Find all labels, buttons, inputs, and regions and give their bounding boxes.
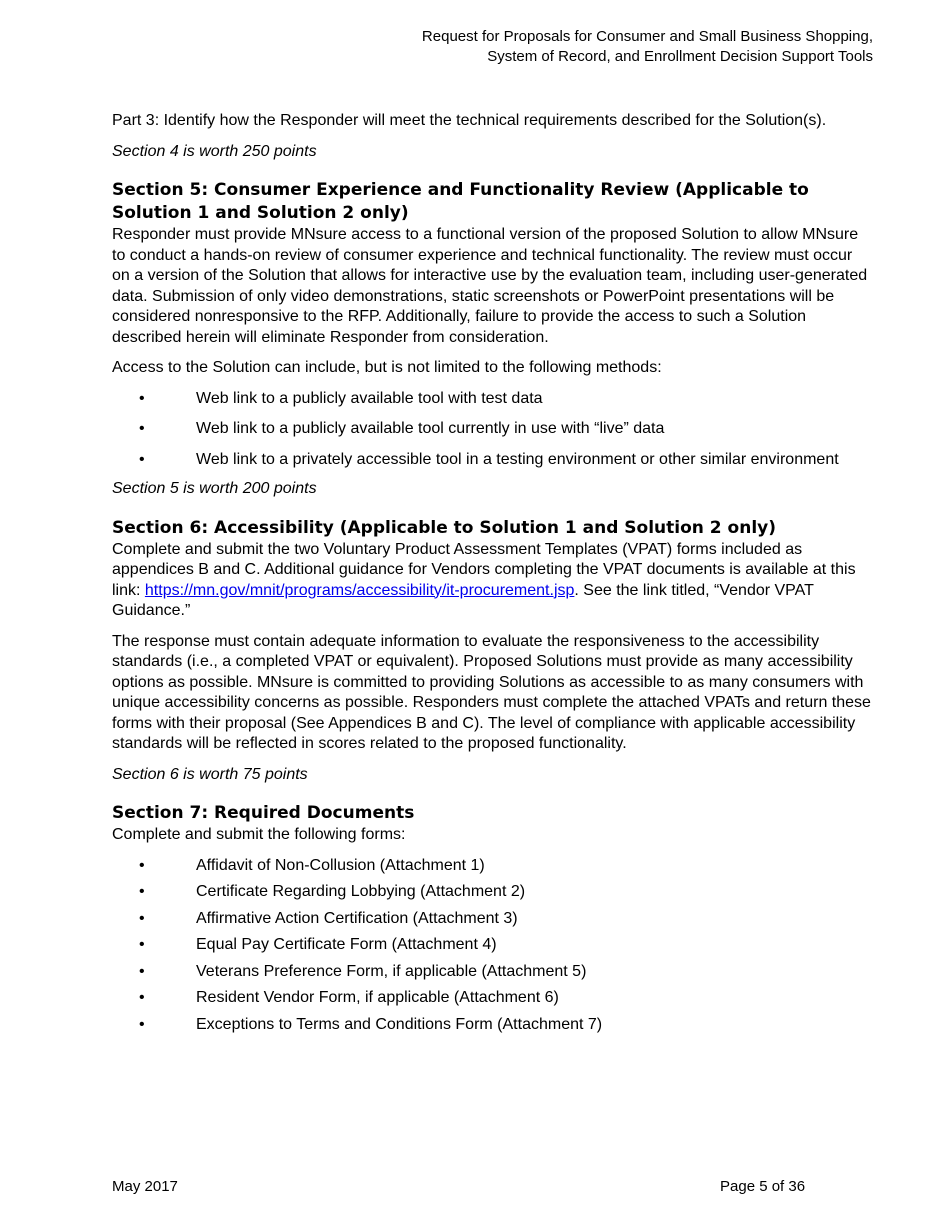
footer-date: May 2017 [112,1178,178,1195]
page-header [422,27,873,67]
list-item: • Exceptions to Terms and Conditions Form (Attachment 7) [112,1015,872,1036]
bullet-icon: • [139,909,145,927]
bullet-icon: • [139,856,145,874]
bullet-icon: • [139,420,145,437]
list-item: • Certificate Regarding Lobbying (Attachment 2) [112,882,872,903]
bullet-icon: • [139,1015,145,1033]
list-item: • Veterans Preference Form, if applicable (Attachment 5) [112,962,872,983]
section6-heading: Section 6: Accessibility (Applicable to Solution 1 and Solution 2 only) [112,517,776,538]
list-item: • Affirmative Action Certification (Attachment 3) [112,909,872,930]
header-line-2: System of Record, and Enrollment Decision Support Tools [487,48,873,65]
section5-heading: Section 5: Consumer Experience and Functionality Review (Applicable to Solution 1 and Solution 2 only) [112,180,809,223]
section6-paragraph-1: Complete and submit the two Voluntary Product Assessment Templates (VPAT) forms included as appendices B and C. Additional guidance for Vendors completing the VPAT documents is available at this link: https://mn.gov/mnit/programs/accessibility/it-procurement.jsp. See the link titled, “Vendor VPAT Guidance.” [112,540,856,619]
section7-heading: Section 7: Required Documents [112,803,415,823]
part3-text: Part 3: Identify how the Responder will meet the technical requirements described for the Solution(s). [112,112,827,129]
bullet-icon: • [139,936,145,953]
section7-intro: Complete and submit the following forms: [112,826,406,843]
section5-paragraph-1: Responder must provide MNsure access to a functional version of the proposed Solution to allow MNsure to conduct a hands-on review of consumer experience and technical functionality. The review must occur on a version of the Solution that allows for interactive use by the evaluation team, including user-generated data. Submission of only video demonstrations, static screenshots or PowerPoint presentations will be considered nonresponsive to the RFP. Additionally, failure to provide the access to such a Solution described herein will eliminate Responder from consideration. [112,226,868,346]
section5-paragraph-2: Access to the Solution can include, but is not limited to the following methods: [112,359,662,376]
section5-points: Section 5 is worth 200 points [112,480,317,497]
bullet-icon: • [139,883,145,900]
accessibility-procurement-link[interactable]: https://mn.gov/mnit/programs/accessibility/it-procurement.jsp [144,581,575,599]
footer-page-number: Page 5 of 36 [720,1178,806,1195]
bullet-icon: • [139,450,145,468]
bullet-icon: • [139,989,145,1006]
list-item: • Affidavit of Non-Collusion (Attachment 1) [112,856,872,877]
section6-paragraph-2: The response must contain adequate information to evaluate the responsiveness to the accessibility standards (i.e., a completed VPAT or equivalent). Proposed Solutions must provide as many accessibility options as possible. MNsure is committed to providing Solutions as accessible to as many consumers with unique accessibility concerns as possible. Responders must complete the attached VPATs and return these forms with their proposal (See Appendices B and C). The level of compliance with applicable accessibility standards will be reflected in scores related to the proposed functionality. [112,632,871,752]
list-item: • Equal Pay Certificate Form (Attachment 4) [112,935,872,956]
list-item: • Web link to a publicly available tool with test data [112,389,872,410]
required-forms-list [112,856,872,1036]
section4-points: Section 4 is worth 250 points [112,142,317,160]
section5-methods-list [112,389,872,471]
list-item: • Web link to a publicly available tool currently in use with “live” data [112,419,872,440]
document-body [112,111,872,1041]
list-item: • Resident Vendor Form, if applicable (Attachment 6) [112,988,872,1009]
header-line-1: Request for Proposals for Consumer and Small Business Shopping, [421,28,873,45]
section6-points: Section 6 is worth 75 points [112,765,308,783]
bullet-icon: • [139,389,145,407]
list-item: • Web link to a privately accessible tool in a testing environment or other similar environment [112,450,872,471]
bullet-icon: • [139,962,145,980]
